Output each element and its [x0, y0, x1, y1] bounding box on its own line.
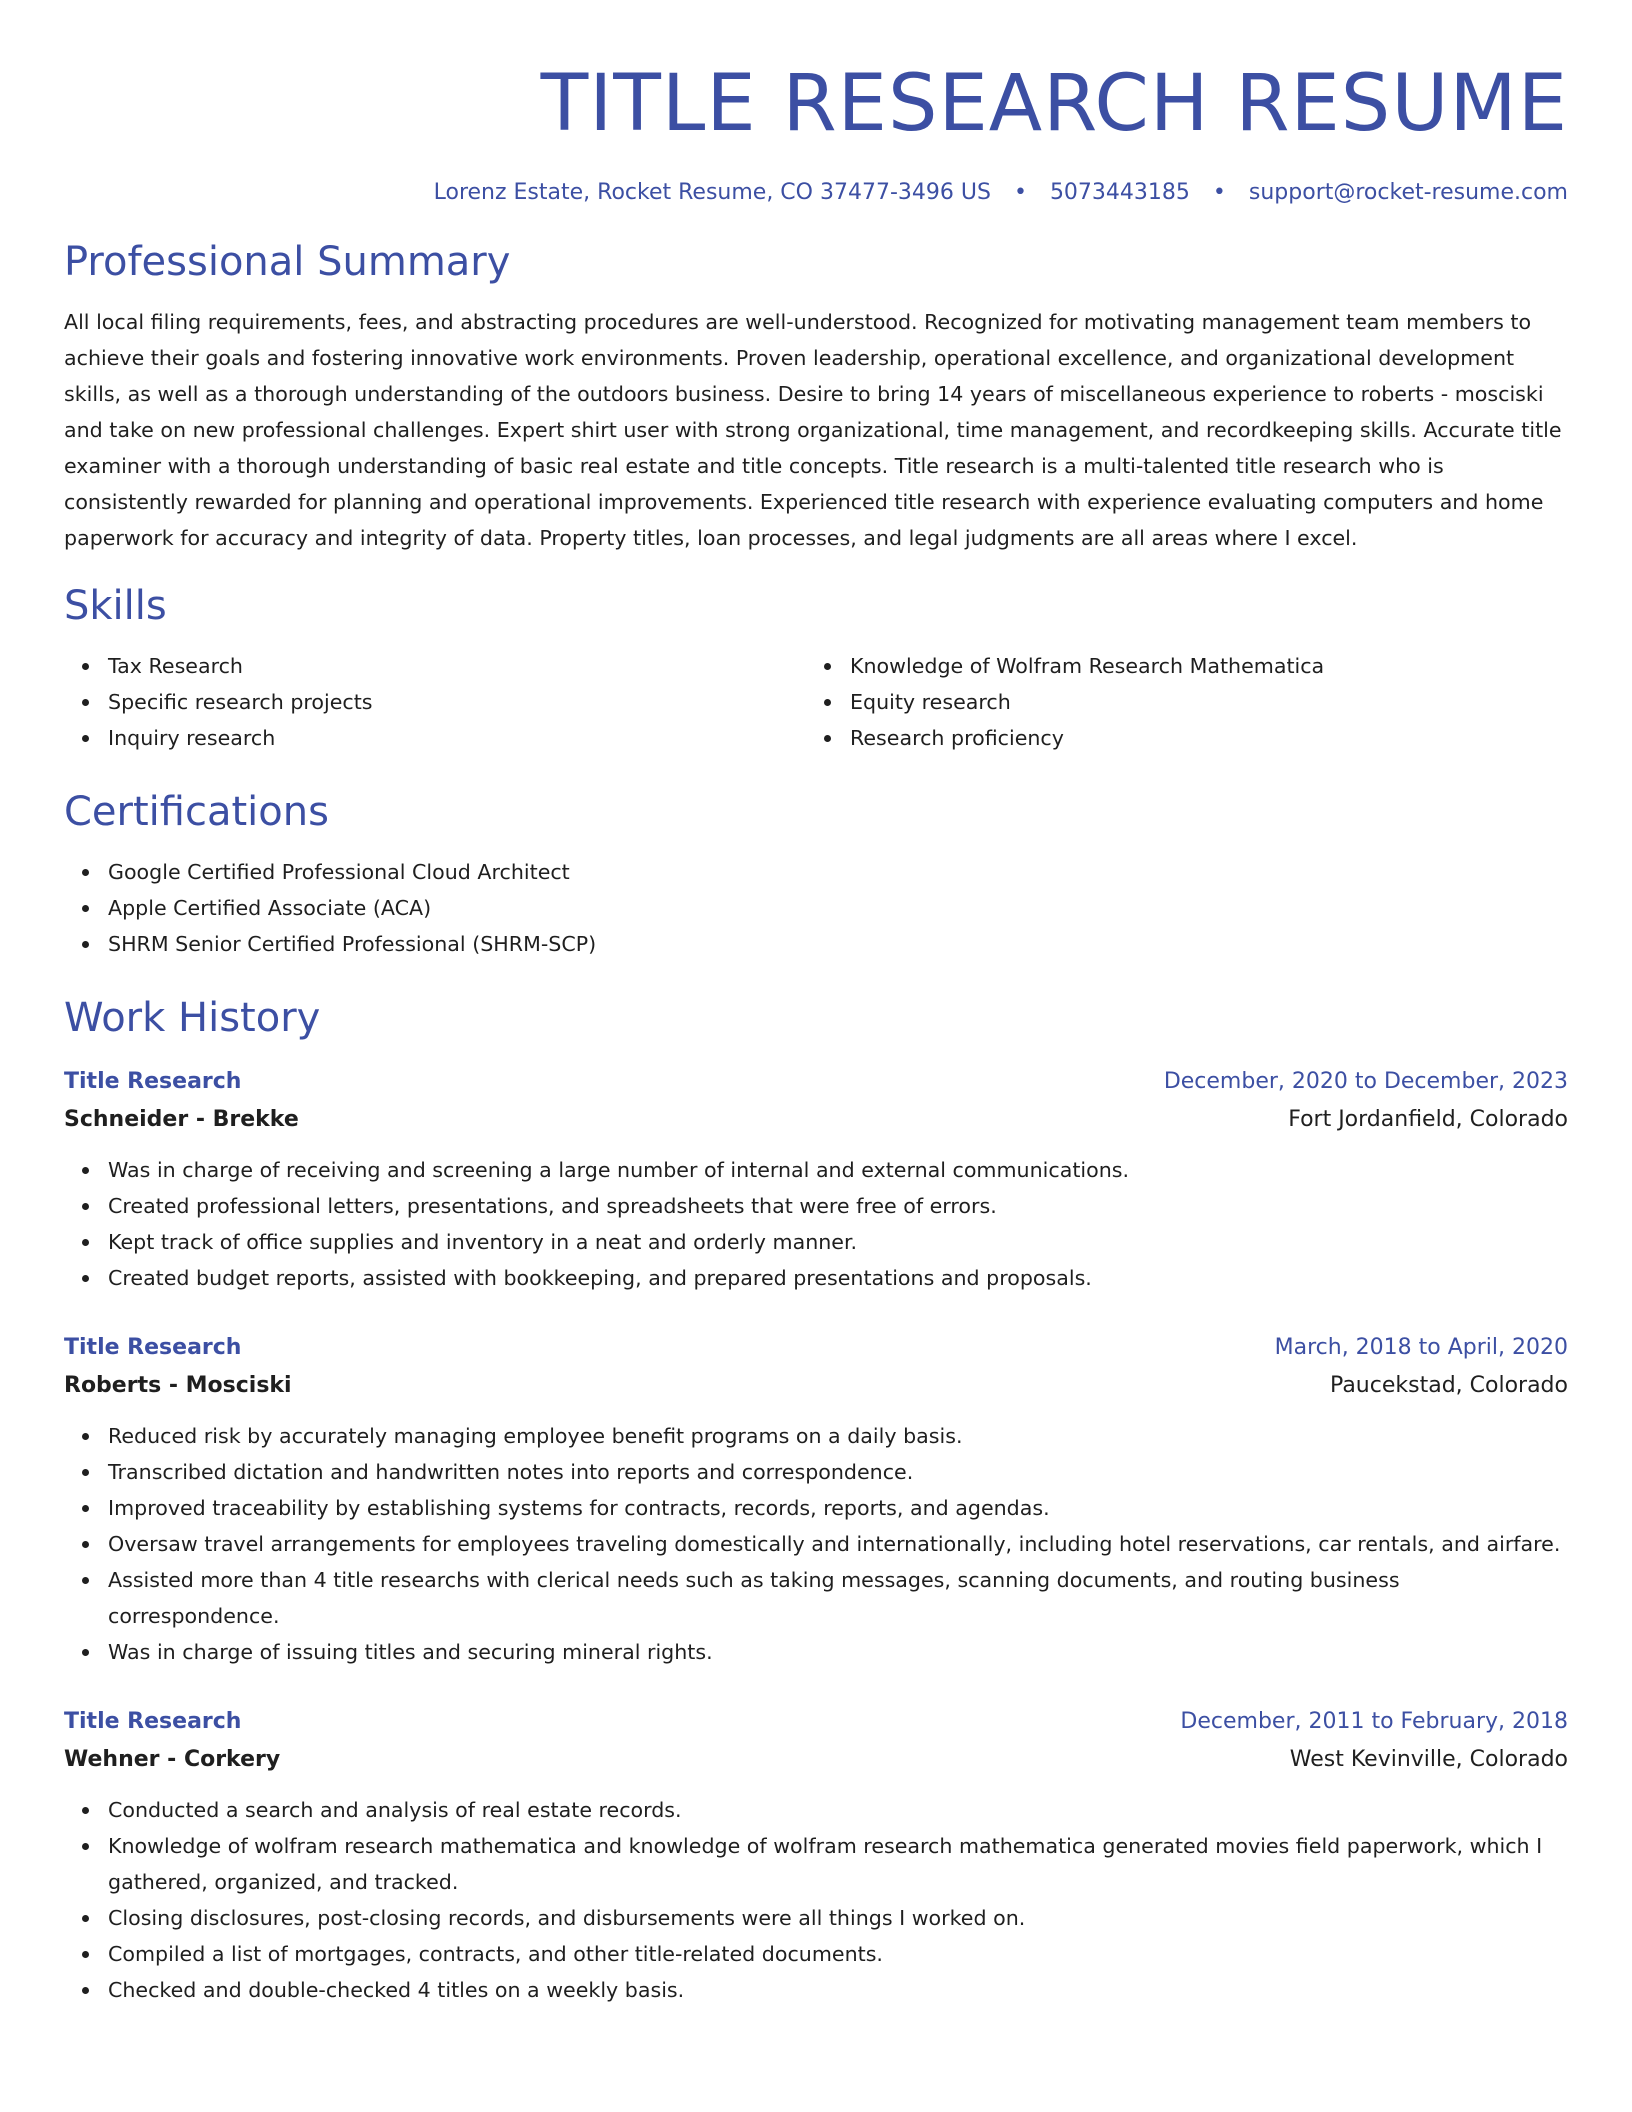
certifications-list	[64, 854, 1568, 962]
job-location: Fort Jordanfield, Colorado	[1288, 1107, 1568, 1132]
job-location: Paucekstad, Colorado	[1330, 1373, 1568, 1398]
job-duty: Closing disclosures, post-closing records, and disbursements were all things I worked on.	[108, 1900, 1568, 1936]
skills-list	[64, 648, 1568, 756]
skill-item: Research proficiency	[850, 720, 1548, 756]
job-duty: Kept track of office supplies and inventory in a neat and orderly manner.	[108, 1224, 1568, 1260]
certification-item: Google Certified Professional Cloud Architect	[108, 854, 1568, 890]
job-duties	[64, 1152, 1568, 1296]
job-dates: March, 2018 to April, 2020	[1274, 1335, 1568, 1360]
skills-heading: Skills	[64, 583, 167, 629]
job-duty: Created professional letters, presentations, and spreadsheets that were free of errors.	[108, 1188, 1568, 1224]
job-entry	[64, 1064, 1568, 1296]
job-duty: Checked and double-checked 4 titles on a weekly basis.	[108, 1972, 1568, 2008]
resume-page	[64, 0, 1568, 2008]
job-duties	[64, 1792, 1568, 2008]
job-company: Roberts - Mosciski	[64, 1373, 292, 1398]
job-company: Wehner - Corkery	[64, 1747, 281, 1772]
certification-item: Apple Certified Associate (ACA)	[108, 890, 1568, 926]
skill-item: Tax Research	[108, 648, 806, 684]
contact-separator: •	[1013, 180, 1027, 205]
job-duty: Transcribed dictation and handwritten notes into reports and correspondence.	[108, 1454, 1568, 1490]
contact-line	[64, 178, 1568, 208]
skill-item: Equity research	[850, 684, 1548, 720]
contact-email: support@rocket-resume.com	[1248, 180, 1568, 205]
job-duty: Conducted a search and analysis of real estate records.	[108, 1792, 1568, 1828]
job-dates: December, 2011 to February, 2018	[1180, 1709, 1568, 1734]
job-duty: Assisted more than 4 title researchs with clerical needs such as taking messages, scanning documents, and routing business correspondence.	[108, 1562, 1568, 1634]
summary-text: All local filing requirements, fees, and abstracting procedures are well-understood. Recognized for motivating management team members to achieve their goals and fostering innovative work environments. Proven leadership, operational excellence, and organizational development skills, as well as a thorough understanding of the outdoors business. Desire to bring 14 years of miscellaneous experience to roberts - mosciski and take on new professional challenges. Expert shirt user with strong organizational, time management, and recordkeeping skills. Accurate title examiner with a thorough understanding of basic real estate and title concepts. Title research is a multi-talented title research who is consistently rewarded for planning and operational improvements. Experienced title research with experience evaluating computers and home paperwork for accuracy and integrity of data. Property titles, loan processes, and legal judgments are all areas where I excel.	[64, 310, 1562, 550]
skill-item: Inquiry research	[108, 720, 806, 756]
job-location: West Kevinville, Colorado	[1289, 1747, 1568, 1772]
certification-item: SHRM Senior Certified Professional (SHRM-SCP)	[108, 926, 1568, 962]
skills-column-right	[806, 648, 1548, 756]
resume-name: TITLE RESEARCH RESUME	[540, 59, 1568, 149]
summary-heading: Professional Summary	[64, 239, 511, 285]
job-duties	[64, 1418, 1568, 1670]
job-duty: Was in charge of receiving and screening a large number of internal and external communications.	[108, 1152, 1568, 1188]
skill-item: Specific research projects	[108, 684, 806, 720]
skill-item: Knowledge of Wolfram Research Mathematica	[850, 648, 1548, 684]
work-history-heading: Work History	[64, 995, 321, 1041]
job-title: Title Research	[64, 1709, 242, 1734]
job-duty: Oversaw travel arrangements for employees traveling domestically and internationally, including hotel reservations, car rentals, and airfare.	[108, 1526, 1568, 1562]
contact-address: Lorenz Estate, Rocket Resume, CO 37477-3496 US	[433, 180, 991, 205]
job-duty: Improved traceability by establishing systems for contracts, records, reports, and agendas.	[108, 1490, 1568, 1526]
job-duty: Reduced risk by accurately managing employee benefit programs on a daily basis.	[108, 1418, 1568, 1454]
job-entry	[64, 1330, 1568, 1670]
job-company: Schneider - Brekke	[64, 1107, 299, 1132]
certifications-heading: Certifications	[64, 789, 329, 835]
skills-column-left	[64, 648, 806, 756]
job-title: Title Research	[64, 1335, 242, 1360]
contact-phone: 5073443185	[1049, 180, 1190, 205]
job-entry	[64, 1704, 1568, 2008]
job-dates: December, 2020 to December, 2023	[1163, 1069, 1568, 1094]
job-title: Title Research	[64, 1069, 242, 1094]
job-duty: Created budget reports, assisted with bookkeeping, and prepared presentations and proposals.	[108, 1260, 1568, 1296]
contact-separator: •	[1212, 180, 1226, 205]
job-duty: Was in charge of issuing titles and securing mineral rights.	[108, 1634, 1568, 1670]
job-duty: Compiled a list of mortgages, contracts, and other title-related documents.	[108, 1936, 1568, 1972]
job-duty: Knowledge of wolfram research mathematica and knowledge of wolfram research mathematica generated movies field paperwork, which I gathered, organized, and tracked.	[108, 1828, 1568, 1900]
